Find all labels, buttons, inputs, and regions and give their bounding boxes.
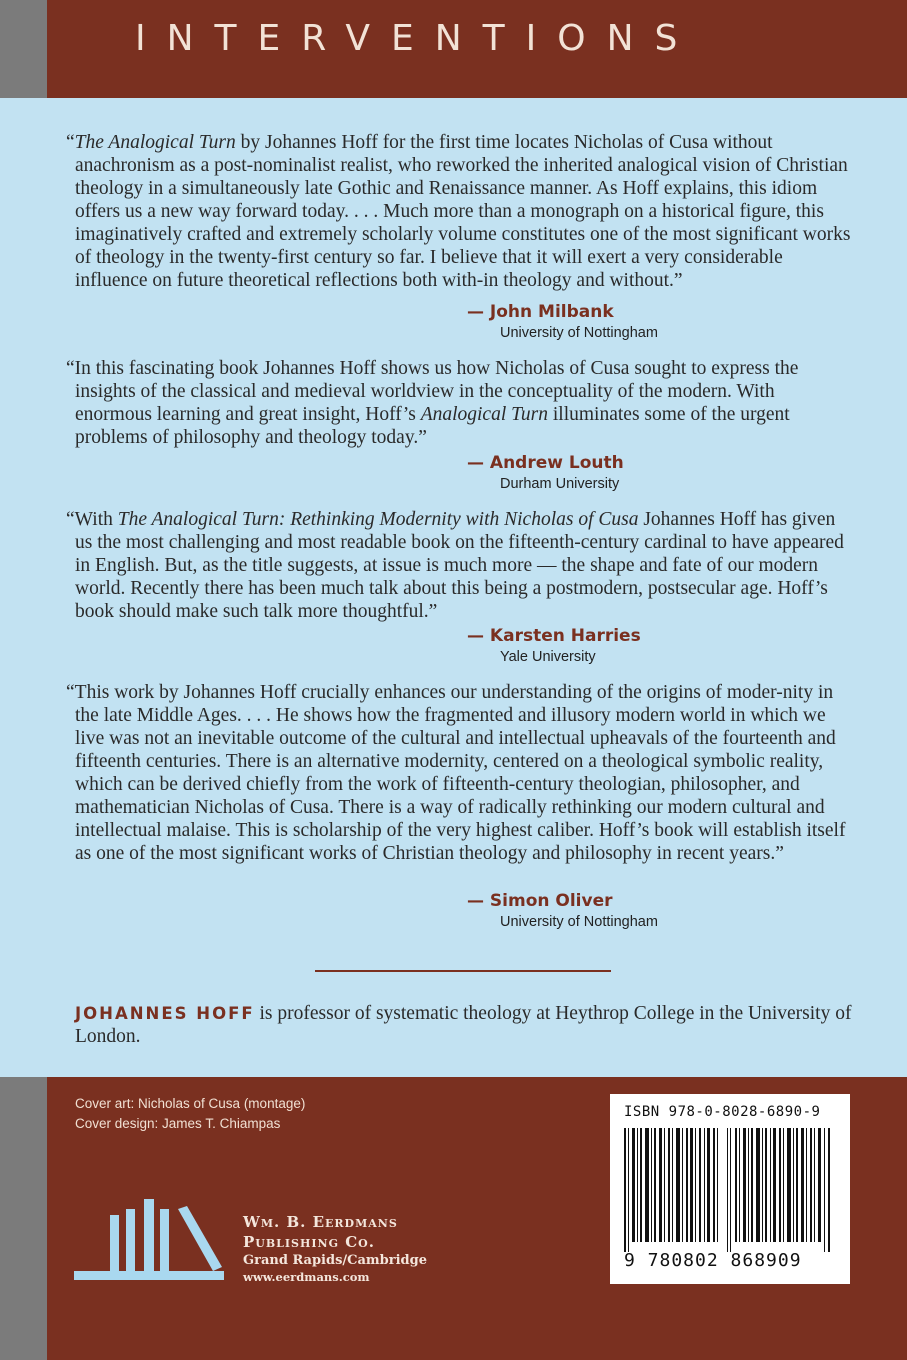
blurb-quote-3: “With The Analogical Turn: Rethinking Modernity with Nicholas of Cusa Johannes Hoff has given us the most challenging and most readable book on the fifteenth-century cardinal to have appeared in English. But, as the title suggests, at issue is much more — the shape and fate of our modern world. Recently there has been much talk about this being a postmodern, postsecular age. Hoff’s book should make such talk more thoughtful.”	[66, 509, 844, 622]
publisher-location: Grand Rapids/Cambridge	[243, 1253, 428, 1268]
isbn-label: ISBN 978-0-8028-6890-9	[624, 1104, 821, 1120]
blurb-author: — Simon Oliver	[467, 891, 613, 911]
barcode-number: 9 780802 868909	[624, 1250, 802, 1271]
cover-credits	[75, 1094, 305, 1134]
author-bio	[75, 1002, 855, 1048]
publisher-info	[243, 1212, 427, 1285]
blurb-author: — Karsten Harries	[467, 626, 641, 646]
blurb-quote-4: “This work by Johannes Hoff crucially enhances our understanding of the origins of moder-nity in the late Middle Ages. . . . He shows how the fragmented and illusory modern world in which we live was not an inevitable outcome of the cultural and intellectual upheavals of the fourteenth and fifteenth centuries. There is an alternative modernity, centered on a theological symbolic reality, which can be derived chiefly from the work of fifteenth-century theologian, philosopher, and mathematician Nicholas of Cusa. There is a way of radically rethinking our modern cultural and intellectual malaise. This is scholarship of the very highest caliber. Hoff’s book will establish itself as one of the most significant works of Christian theology and philosophy in recent years.”	[66, 682, 846, 864]
book-title: Analogical Turn	[420, 404, 548, 425]
blurb-affiliation: Durham University	[500, 476, 620, 492]
publisher-name-1: Wm. B. Eerdmans	[243, 1213, 398, 1231]
author-name: JOHANNES HOFF	[75, 1004, 255, 1023]
blurb-quote-2: “In this fascinating book Johannes Hoff shows us how Nicholas of Cusa sought to express the insights of the classical and medieval worldview in the conceptuality of the modern. With enormous learning and great insight, Hoff’s Analogical Turn illuminates some of the urgent problems of philosophy and theology today.”	[66, 358, 799, 448]
publisher-logo-icon	[74, 1195, 234, 1295]
attribution-4	[467, 890, 658, 932]
divider	[315, 970, 611, 972]
barcode	[610, 1094, 850, 1284]
blurb-affiliation: University of Nottingham	[500, 914, 658, 930]
blurb-affiliation: Yale University	[500, 649, 596, 665]
attribution-3	[467, 625, 641, 667]
bio-text: is professor of systematic theology at Heythrop College in the University of London.	[75, 1003, 852, 1047]
blurb-quote-1: “The Analogical Turn by Johannes Hoff for the first time locates Nicholas of Cusa without anachronism as a post-nominalist realist, who reworked the inherited analogical vision of Christian theology in a simultaneously late Gothic and Renaissance manner. As Hoff explains, this idiom offers us a new way forward today. . . . Much more than a monograph on a historical figure, this imaginatively crafted and extremely scholarly volume constitutes one of the most significant works of theology in the twenty-first century so far. I believe that it will exert a very considerable influence on future theoretical reflections both with-in theology and without.”	[66, 132, 851, 291]
blurb-affiliation: University of Nottingham	[500, 325, 658, 341]
cover-art-credit: Cover art: Nicholas of Cusa (montage)	[75, 1096, 306, 1111]
blurb-author: — Andrew Louth	[467, 453, 624, 473]
attribution-1	[467, 301, 658, 343]
book-title: The Analogical Turn	[74, 132, 236, 153]
series-title: INTERVENTIONS	[135, 18, 699, 59]
publisher-name-2: Publishing Co.	[243, 1233, 375, 1251]
barcode-bars	[624, 1128, 838, 1252]
attribution-2	[467, 452, 624, 494]
book-title: The Analogical Turn: Rethinking Modernity with Nicholas of Cusa	[117, 509, 639, 530]
publisher-url: www.eerdmans.com	[243, 1270, 370, 1284]
cover-design-credit: Cover design: James T. Chiampas	[75, 1116, 281, 1131]
blurb-author: — John Milbank	[467, 302, 614, 322]
